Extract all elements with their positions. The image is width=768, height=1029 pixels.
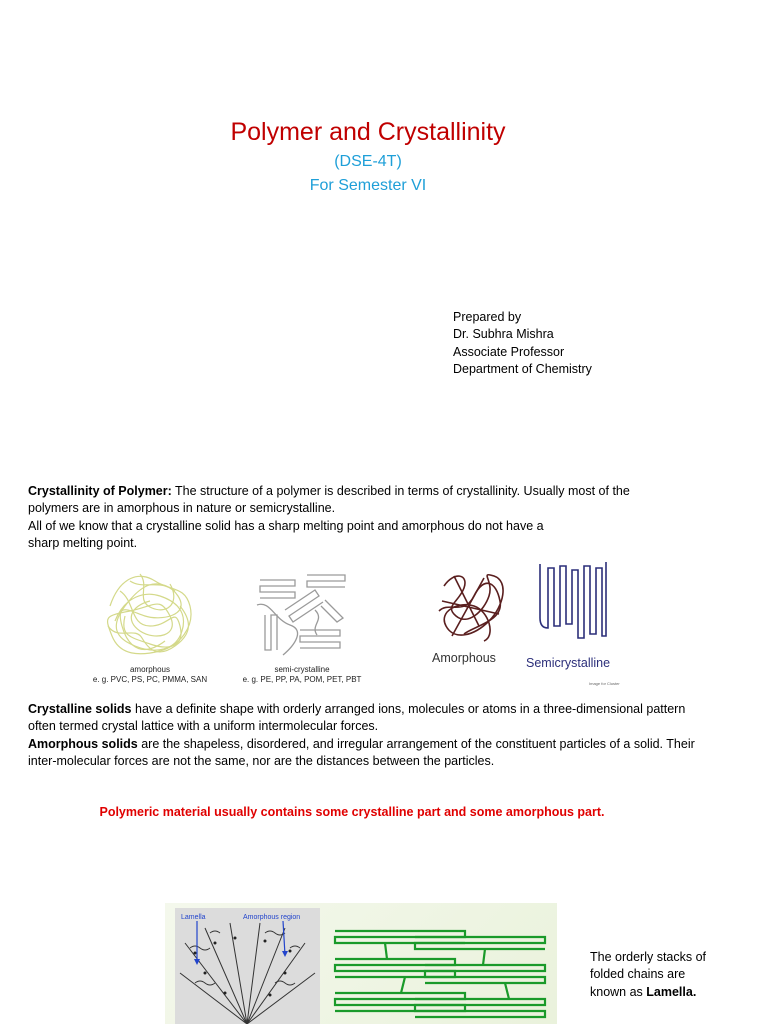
lamella-term: Lamella. — [646, 984, 697, 999]
lamella-note — [590, 949, 706, 1001]
lamella-spherulite-diagram — [165, 903, 557, 1024]
image-credit: Image for Cluster — [589, 681, 620, 686]
amorphous-region-label: Amorphous region — [243, 914, 301, 921]
intro-term: Crystallinity of Polymer: — [28, 484, 172, 498]
author-block — [453, 309, 592, 378]
author-department: Department of Chemistry — [453, 361, 592, 376]
intro-line-2: polymers are in amorphous in nature or semicrystalline. — [28, 501, 336, 516]
intro-paragraph — [28, 483, 630, 552]
semicrystalline-fold-figure — [536, 558, 610, 650]
author-name: Dr. Subhra Mishra — [453, 327, 554, 342]
crystalline-term: Crystalline solids — [28, 702, 132, 716]
intro-line-3: All of we know that a crystalline solid has a sharp melting point and amorphous do not have a — [28, 518, 544, 533]
amorphous-line-1: are the shapeless, disordered, and irregular arrangement of the constituent particles of a solid. Their — [137, 736, 695, 751]
amorphous-term: Amorphous solids — [28, 736, 138, 751]
amorphous-caption: amorphous — [129, 665, 171, 674]
amorphous-line-2: inter-molecular forces are not the same, nor are the distances between the particles. — [28, 753, 495, 768]
lamella-note-line-1: The orderly stacks of — [590, 950, 707, 964]
amorphous-examples: e. g. PVC, PS, PC, PMMA, SAN — [92, 675, 208, 684]
lamella-note-line-2: folded chains are — [590, 967, 686, 982]
semicrystalline-caption: semi-crystalline — [274, 665, 330, 674]
semicrystalline-examples: e. g. PE, PP, PA, POM, PET, PBT — [242, 675, 362, 684]
author-designation: Associate Professor — [453, 344, 565, 359]
amorphous-chain-figure — [100, 566, 200, 661]
lamella-note-line-3: known as — [590, 984, 647, 999]
amorphous-label: Amorphous — [432, 651, 496, 665]
semester-label: For Semester VI — [309, 177, 427, 194]
semicrystalline-chain-figure — [255, 570, 350, 658]
lamella-figure — [165, 903, 557, 1024]
highlight-statement: Polymeric material usually contains some crystalline part and some amorphous part. — [99, 805, 605, 819]
course-code: (DSE-4T) — [334, 153, 402, 170]
amorphous-tangle-figure — [434, 566, 506, 646]
lamella-figure-label: Lamella — [181, 914, 206, 921]
crystalline-line-1: have a definite shape with orderly arranged ions, molecules or atoms in a three-dimensional pattern — [131, 702, 686, 716]
semicrystalline-label: Semicrystalline — [526, 656, 611, 670]
intro-line-1: The structure of a polymer is described in terms of crystallinity. Usually most of the — [171, 484, 630, 498]
page-title: Polymer and Crystallinity — [230, 118, 506, 146]
author-prepared-by: Prepared by — [453, 310, 522, 324]
intro-line-4: sharp melting point. — [28, 535, 138, 550]
definitions-paragraph — [28, 701, 695, 770]
crystalline-line-2: often termed crystal lattice with a uniform intermolecular forces. — [28, 719, 379, 734]
